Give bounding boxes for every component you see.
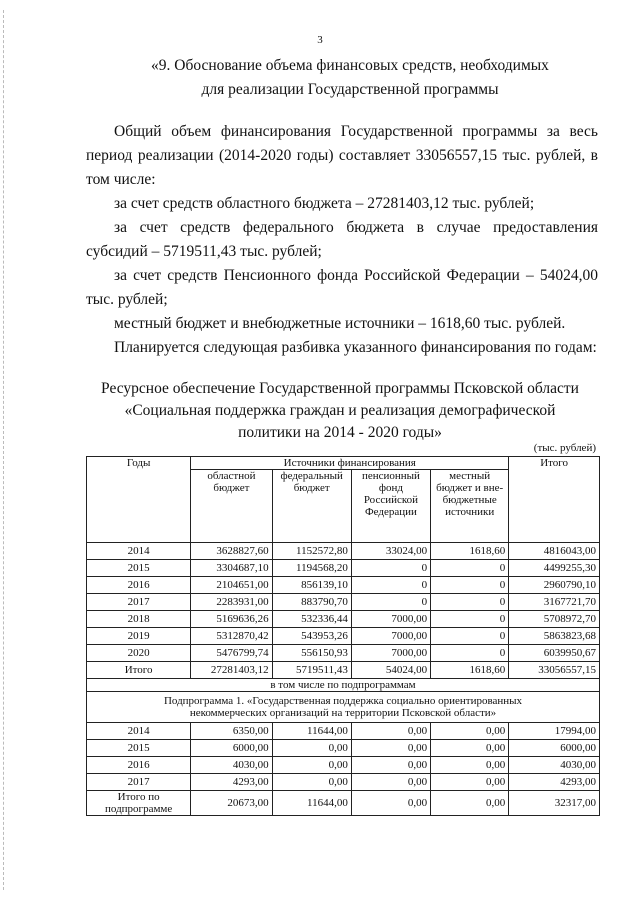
table-cell: 2283931,00 (191, 594, 272, 611)
table-cell: 0 (351, 560, 430, 577)
table-cell: 5863823,68 (509, 628, 600, 645)
table-cell: 0 (431, 560, 509, 577)
table-cell: 4030,00 (509, 757, 600, 774)
table-row (87, 611, 600, 628)
table-cell: 0,00 (351, 740, 430, 757)
table-cell: 3628827,60 (191, 543, 272, 560)
table-cell: 5708972,70 (509, 611, 600, 628)
table-row (87, 594, 600, 611)
table-cell: 3167721,70 (509, 594, 600, 611)
table-cell: 6039950,67 (509, 645, 600, 662)
paragraph-local (86, 312, 598, 336)
table-cell: 17994,00 (509, 723, 600, 740)
table-title-line-3: политики на 2014 - 2020 годы» (238, 424, 442, 441)
table-cell: 2015 (87, 740, 191, 757)
subprograms-label-row (87, 679, 600, 692)
table-cell: 11644,00 (272, 791, 351, 816)
table-title (40, 378, 640, 444)
header-pension: пенсионный фонд Российской Федерации (351, 470, 430, 543)
table-cell: 0,00 (272, 774, 351, 791)
table-cell: 0 (431, 645, 509, 662)
header-federal: федеральный бюджет (272, 470, 351, 543)
section-heading-line-2: для реализации Государственной программы (201, 81, 499, 98)
table-row (87, 560, 600, 577)
paragraph-pension (86, 264, 598, 312)
table-cell: 1618,60 (431, 662, 509, 679)
table-cell: 2014 (87, 543, 191, 560)
table-cell: 2014 (87, 723, 191, 740)
table-row (87, 645, 600, 662)
paragraph-total-text: Общий объем финансирования Государственной программы за весь период реализации (2014-2020 годы) составляет 33056557,15 тыс. рублей, в том числе: (86, 123, 598, 188)
table-cell: 7000,00 (351, 628, 430, 645)
table-row (87, 577, 600, 594)
subprogram-1-title: Подпрограмма 1. «Государственная поддержка социально ориентированных некоммерческих организаций на территории Псковской области» (87, 692, 600, 723)
table-cell: 33024,00 (351, 543, 430, 560)
scan-edge-mark (3, 10, 4, 890)
table-cell: 0,00 (431, 723, 509, 740)
paragraph-regional-text: за счет средств областного бюджета – 27281403,12 тыс. рублей; (114, 195, 535, 212)
table-header-row (87, 457, 600, 470)
table-cell: 4293,00 (191, 774, 272, 791)
table-row (87, 740, 600, 757)
table-cell: 1618,60 (431, 543, 509, 560)
paragraph-pension-text: за счет средств Пенсионного фонда Российской Федерации – 54024,00 тыс. рублей; (86, 267, 598, 308)
table-cell: Итого по подпрограмме (87, 791, 191, 816)
table-cell: 0 (431, 628, 509, 645)
table-cell: 1194568,20 (272, 560, 351, 577)
table-cell: 556150,93 (272, 645, 351, 662)
table-cell: 6350,00 (191, 723, 272, 740)
table-cell: 5312870,42 (191, 628, 272, 645)
table-cell: 4293,00 (509, 774, 600, 791)
paragraph-planned (86, 336, 598, 360)
table-cell: 3304687,10 (191, 560, 272, 577)
paragraph-total (86, 120, 598, 192)
table-cell: 5476799,74 (191, 645, 272, 662)
table-cell: 532336,44 (272, 611, 351, 628)
table-cell: 11644,00 (272, 723, 351, 740)
resource-table (86, 456, 600, 816)
table-cell: 0,00 (431, 791, 509, 816)
section-heading-line-1: «9. Обоснование объема финансовых средств, необходимых (151, 57, 549, 74)
table-cell: 0 (431, 611, 509, 628)
table-cell: 27281403,12 (191, 662, 272, 679)
table-row (87, 757, 600, 774)
header-regional: областной бюджет (191, 470, 272, 543)
header-years: Годы (87, 457, 191, 543)
table-row (87, 662, 600, 679)
table-cell: 7000,00 (351, 611, 430, 628)
table-title-line-1: Ресурсное обеспечение Государственной программы Псковской области (101, 380, 579, 397)
table-cell: 0 (431, 577, 509, 594)
table-cell: 0,00 (272, 740, 351, 757)
table-row (87, 791, 600, 816)
table-cell: 2019 (87, 628, 191, 645)
table-cell: Итого (87, 662, 191, 679)
table-row (87, 543, 600, 560)
table-cell: 2104651,00 (191, 577, 272, 594)
table-cell: 4030,00 (191, 757, 272, 774)
table-cell: 0,00 (351, 774, 430, 791)
table-title-line-2: «Социальная поддержка граждан и реализация демографической (124, 402, 556, 419)
table-cell: 0 (351, 594, 430, 611)
header-sources: Источники финансирования (191, 457, 509, 470)
table-cell: 0,00 (351, 723, 430, 740)
table-cell: 856139,10 (272, 577, 351, 594)
table-row (87, 723, 600, 740)
table-cell: 0,00 (431, 740, 509, 757)
table-cell: 2018 (87, 611, 191, 628)
table-cell: 0,00 (272, 757, 351, 774)
table-cell: 54024,00 (351, 662, 430, 679)
table-cell: 2960790,10 (509, 577, 600, 594)
paragraph-regional (86, 192, 598, 216)
paragraph-federal (86, 216, 598, 264)
table-cell: 2017 (87, 594, 191, 611)
table-cell: 0 (431, 594, 509, 611)
table-cell: 5719511,43 (272, 662, 351, 679)
table-cell: 0,00 (431, 757, 509, 774)
table-cell: 0,00 (431, 774, 509, 791)
table-row (87, 774, 600, 791)
table-cell: 20673,00 (191, 791, 272, 816)
table-cell: 0,00 (351, 757, 430, 774)
units-label: (тыс. рублей) (533, 442, 596, 454)
table-cell: 883790,70 (272, 594, 351, 611)
table-cell: 4816043,00 (509, 543, 600, 560)
paragraph-planned-text: Планируется следующая разбивка указанного финансирования по годам: (114, 339, 597, 356)
table-cell: 6000,00 (509, 740, 600, 757)
table-cell: 2017 (87, 774, 191, 791)
table-cell: 2016 (87, 757, 191, 774)
paragraph-local-text: местный бюджет и внебюджетные источники – 1618,60 тыс. рублей. (114, 315, 566, 332)
table-cell: 32317,00 (509, 791, 600, 816)
table-cell: 33056557,15 (509, 662, 600, 679)
paragraph-federal-text: за счет средств федерального бюджета в случае предоставления субсидий – 5719511,43 тыс. рублей; (86, 219, 598, 260)
subprograms-label: в том числе по подпрограммам (87, 679, 600, 692)
page-number: 3 (317, 34, 323, 46)
table-row (87, 628, 600, 645)
header-total: Итого (509, 457, 600, 543)
table-cell: 543953,26 (272, 628, 351, 645)
table-cell: 7000,00 (351, 645, 430, 662)
section-heading (60, 54, 640, 102)
table-cell: 1152572,80 (272, 543, 351, 560)
table-cell: 2015 (87, 560, 191, 577)
table-cell: 0,00 (351, 791, 430, 816)
subprogram-title-row (87, 692, 600, 723)
table-cell: 0 (351, 577, 430, 594)
table-cell: 6000,00 (191, 740, 272, 757)
table-cell: 2020 (87, 645, 191, 662)
table-cell: 2016 (87, 577, 191, 594)
header-local: местный бюджет и вне-бюджетные источники (431, 470, 509, 543)
table-cell: 4499255,30 (509, 560, 600, 577)
table-cell: 5169636,26 (191, 611, 272, 628)
